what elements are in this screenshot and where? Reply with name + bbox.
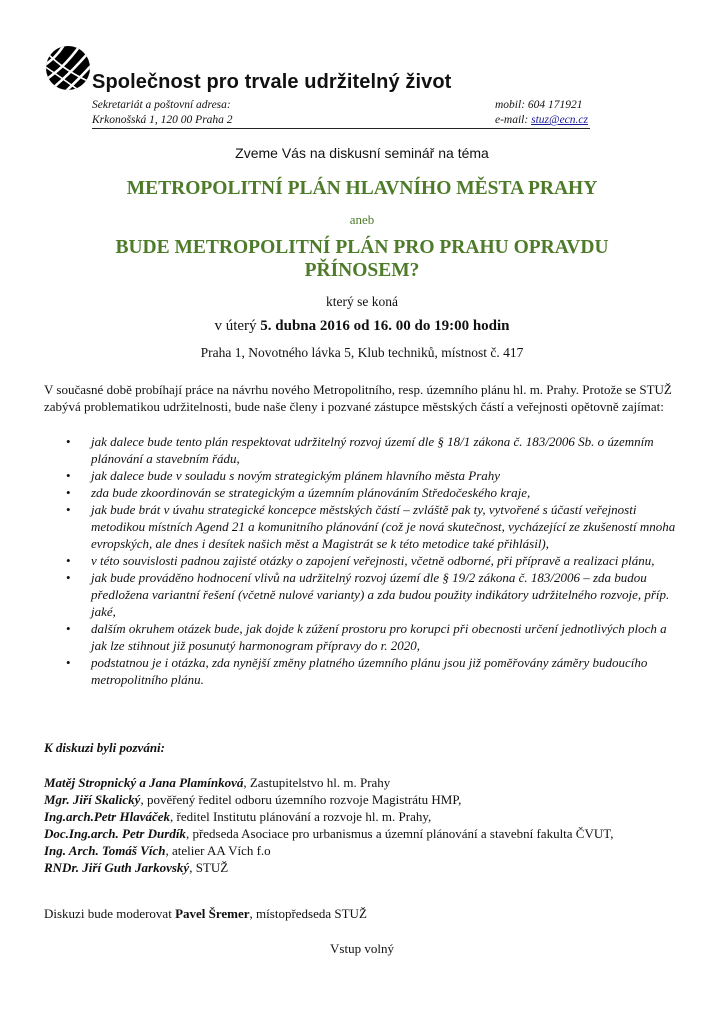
bullet-icon: • bbox=[66, 485, 71, 500]
phone-number: mobil: 604 171921 bbox=[495, 99, 583, 111]
guest-item bbox=[44, 859, 684, 876]
guest-name: RNDr. Jiří Guth Jarkovský bbox=[44, 860, 190, 875]
bullet-icon: • bbox=[66, 553, 71, 568]
list-item-text: podstatnou je i otázka, zda nynější změny platného územního plánu jsou již poměřovány záměry budoucího metropolitního plánu. bbox=[91, 655, 648, 687]
guest-item bbox=[44, 774, 684, 791]
guest-name: Ing. Arch. Tomáš Vích bbox=[44, 843, 166, 858]
bullet-icon: • bbox=[66, 468, 71, 483]
seminar-subtitle-text: BUDE METROPOLITNÍ PLÁN PRO PRAHU OPRAVDU PŘÍNOSEM? bbox=[115, 237, 609, 281]
guest-role: , STUŽ bbox=[189, 860, 229, 875]
guest-role: , pověřený ředitel odboru územního rozvoje Magistrátu HMP, bbox=[140, 792, 462, 807]
held-text: který se koná bbox=[326, 294, 398, 309]
seminar-title: METROPOLITNÍ PLÁN HLAVNÍHO MĚSTA PRAHY bbox=[126, 178, 598, 199]
guest-role: , atelier AA Vích f.o bbox=[165, 843, 271, 858]
list-item bbox=[44, 620, 684, 654]
guest-item bbox=[44, 842, 684, 859]
list-item bbox=[44, 484, 684, 501]
email-label: e-mail: bbox=[495, 114, 532, 126]
moderator-prefix: Diskuzi bude moderovat bbox=[44, 906, 176, 921]
guest-item bbox=[44, 825, 684, 842]
seminar-subtitle bbox=[0, 236, 724, 282]
list-item-text: dalším okruhem otázek bude, jak dojde k zúžení prostoru pro korupci při obecnosti určení jednotlivých ploch a jak lze stihnout již posunutý harmonogram přípravy do r. 2020, bbox=[91, 621, 667, 653]
invitation-intro: Zveme Vás na diskusní seminář na téma bbox=[235, 145, 489, 161]
list-item-text: jak dalece bude v souladu s novým strategickým plánem hlavního města Prahy bbox=[91, 468, 501, 483]
title-connector: aneb bbox=[349, 212, 375, 227]
intro-paragraph: V současné době probíhají práce na návrhu nového Metropolitního, resp. územního plánu hl. m. Prahy. Protože se STUŽ zabývá problematikou udržitelnosti, bude naše členy i pozvané zástupce městských částí a veřejnosti opětovně zajímat: bbox=[44, 382, 672, 414]
organization-logo-icon bbox=[44, 44, 92, 92]
seminar-date bbox=[0, 318, 724, 335]
question-list bbox=[44, 433, 684, 688]
organization-name: Společnost pro trvale udržitelný život bbox=[92, 71, 452, 93]
guest-role: , Zastupitelstvo hl. m. Prahy bbox=[243, 775, 391, 790]
list-item bbox=[44, 433, 684, 467]
email-line bbox=[495, 113, 588, 128]
guest-role: , předseda Asociace pro urbanismus a územní plánování a stavební fakulta ČVUT, bbox=[185, 826, 614, 841]
postal-address bbox=[92, 98, 233, 128]
header-divider bbox=[92, 128, 590, 129]
entry-note: Vstup volný bbox=[330, 941, 394, 956]
list-item-text: jak bude prováděno hodnocení vlivů na udržitelný rozvoj území dle § 19/2 zákona č. 183/2006 – zda budou předložena variantní řešení (včetně nulové varianty) a zda budou použity indikátory udržitelného rozvoje, příp. jaké, bbox=[91, 570, 670, 619]
bullet-icon: • bbox=[66, 655, 71, 670]
guest-list bbox=[44, 774, 684, 876]
list-item bbox=[44, 467, 684, 484]
list-item-text: jak dalece bude tento plán respektovat udržitelný rozvoj území dle § 18/1 zákona č. 183/2006 Sb. o územním plánování a stavebním řádu, bbox=[91, 434, 654, 466]
guest-item bbox=[44, 808, 684, 825]
guest-name: Ing.arch.Petr Hlaváček bbox=[44, 809, 171, 824]
guests-heading: K diskuzi byli pozváni: bbox=[44, 740, 165, 755]
bullet-icon: • bbox=[66, 621, 71, 636]
list-item-text: jak bude brát v úvahu strategické koncepce městských částí – zvláště pak ty, vytvořené s účastí veřejnosti metodikou místních Agend 21 a komunitního plánování (což je nová skutečnost, vycházející ze zkušeností mnoha evropských, ale dnes i desítek našich měst a Magistrát se k této metodice také přihlásil), bbox=[91, 502, 676, 551]
list-item-text: v této souvislosti padnou zajisté otázky o zapojení veřejnosti, včetně odborné, při přípravě a realizaci plánu, bbox=[91, 553, 655, 568]
seminar-place: Praha 1, Novotného lávka 5, Klub techniků, místnost č. 417 bbox=[200, 345, 524, 360]
guest-role: , ředitel Institutu plánování a rozvoje hl. m. Prahy, bbox=[170, 809, 432, 824]
list-item-text: zda bude zkoordinován se strategickým a územním plánováním Středočeského kraje, bbox=[91, 485, 531, 500]
guest-name: Mgr. Jiří Skalický bbox=[44, 792, 141, 807]
moderator-suffix: , místopředseda STUŽ bbox=[249, 906, 367, 921]
date-value: 5. dubna 2016 od 16. 00 do 19:00 hodin bbox=[260, 318, 510, 334]
address-label: Sekretariát a poštovní adresa: bbox=[92, 99, 231, 111]
bullet-icon: • bbox=[66, 502, 71, 517]
list-item bbox=[44, 552, 684, 569]
guest-name: Matěj Stropnický a Jana Plamínková bbox=[44, 775, 244, 790]
address-street: Krkonošská 1, 120 00 Praha 2 bbox=[92, 114, 233, 126]
list-item bbox=[44, 501, 684, 552]
bullet-icon: • bbox=[66, 570, 71, 585]
list-item bbox=[44, 654, 684, 688]
list-item bbox=[44, 569, 684, 620]
guest-name: Doc.Ing.arch. Petr Durdík bbox=[44, 826, 186, 841]
moderator-name: Pavel Šremer bbox=[175, 906, 250, 921]
contact-info bbox=[495, 98, 588, 128]
moderator-line bbox=[44, 906, 367, 922]
email-link[interactable]: stuz@ecn.cz bbox=[531, 114, 588, 126]
date-prefix: v úterý bbox=[214, 318, 261, 334]
bullet-icon: • bbox=[66, 434, 71, 449]
guest-item bbox=[44, 791, 684, 808]
